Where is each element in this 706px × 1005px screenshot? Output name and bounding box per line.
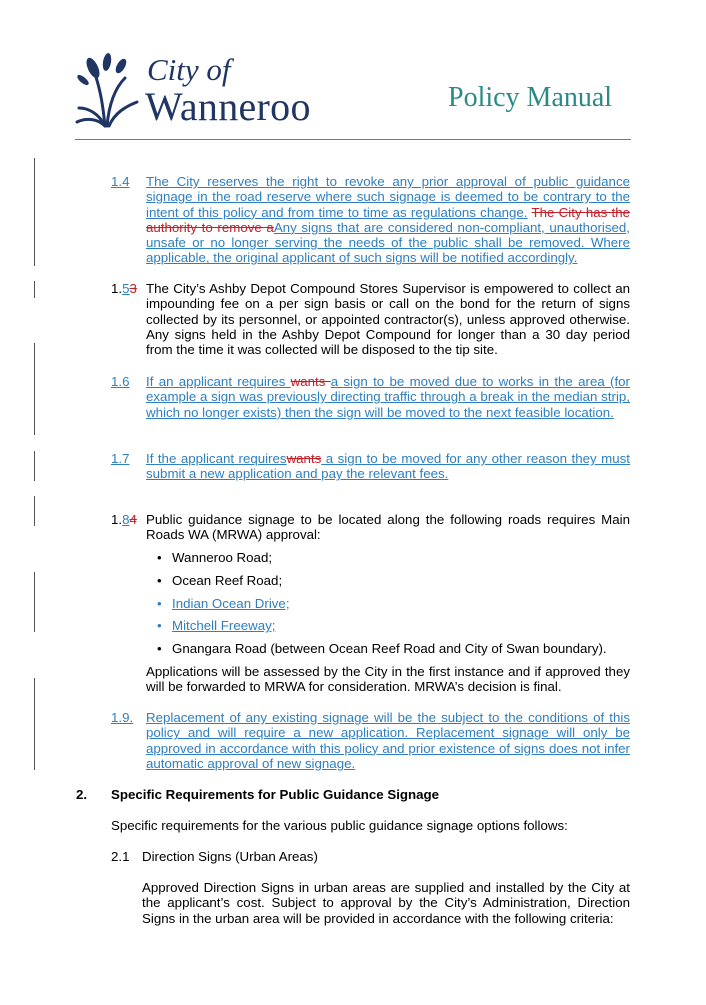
change-bar (34, 496, 35, 526)
city-logo (75, 52, 335, 128)
list-item: • Mitchell Freeway; (157, 618, 276, 633)
deleted-text: The City has the authority to remove a (146, 204, 630, 235)
change-bar (34, 678, 35, 770)
change-bar (34, 158, 35, 266)
inserted-text: a sign to be moved for any other reason they must submit a new application and pay the relevant fees. (146, 451, 630, 482)
deleted-text: wants (290, 374, 331, 389)
list-item: • Indian Ocean Drive; (157, 596, 290, 611)
change-bar (34, 451, 35, 481)
list-item: • Gnangara Road (between Ocean Reef Road and City of Swan boundary). (157, 641, 607, 656)
clause-text: Public guidance signage to be located along the following roads requires Main Roads WA (MRWA) approval: (146, 512, 630, 543)
section-intro: Specific requirements for the various public guidance signage options follows: (111, 818, 568, 833)
clause-text: The City’s Ashby Depot Compound Stores Supervisor is empowered to collect an impounding fee on a per sign basis or call on the bond for the return of signs collected by its personnel, or appointed contractor(s), unless approved otherwise. Any signs held in the Ashby Depot Compound for longer than a 30 day period from the time it was collected will be disposed to the tip site. (146, 281, 630, 358)
clause-text: Replacement of any existing signage will be the subject to the conditions of this policy and will require a new application. Replacement signage will only be approved in accordance with this policy and prior existence of signs does not infer automatic approval of new signage. (146, 710, 630, 771)
section-heading: Specific Requirements for Public Guidance Signage (111, 787, 440, 802)
list-item: • Wanneroo Road; (157, 550, 273, 565)
logo-city-of: City of (147, 52, 231, 87)
clause-number: 1.4 (111, 174, 130, 189)
clause-number: 1.9. (111, 710, 134, 725)
change-bar (34, 343, 35, 435)
clause-number: 1.6 (111, 374, 130, 389)
change-bar (34, 281, 35, 298)
deleted-text: wants (286, 451, 322, 466)
header-divider (75, 139, 631, 140)
banksia-logo-icon (75, 52, 141, 128)
logo-wanneroo: Wanneroo (145, 84, 311, 129)
subsection-title: Direction Signs (Urban Areas) (142, 849, 318, 864)
section-number: 2. (76, 787, 88, 802)
page-title: Policy Manual (448, 82, 613, 113)
inserted-text: a sign to be moved due to works in the area (for example a sign was previously directing traffic through a break in the median strip, which no longer exists) then the sign will be moved to the next feasible location. (146, 374, 630, 420)
clause-number: 1.7 (111, 451, 130, 466)
inserted-text: If the applicant requires (146, 451, 287, 466)
inserted-text: Any signs that are considered non-compliant, unauthorised, unsafe or no longer serving the needs of the public shall be removed. Where applicable, the original applicant of such signs will be notified accordingly. (146, 219, 630, 266)
list-item: • Ocean Reef Road; (157, 573, 283, 588)
inserted-text: The City reserves the right to revoke any prior approval of public guidance signage in the road reserve where such signage is deemed to be contrary to the intent of this policy and from time to time as regulations change. (146, 174, 630, 220)
clause-number: 1.84 (111, 512, 137, 527)
inserted-text: If an applicant requires (146, 374, 291, 389)
change-bar (34, 572, 35, 632)
subsection-number: 2.1 (111, 849, 130, 864)
subsection-text: Approved Direction Signs in urban areas are supplied and installed by the City at the applicant’s cost. Subject to approval by the City’s Administration, Direction Signs in the urban area will be provided in accordance with the following criteria: (142, 880, 630, 926)
clause-number: 1.53 (111, 281, 137, 296)
